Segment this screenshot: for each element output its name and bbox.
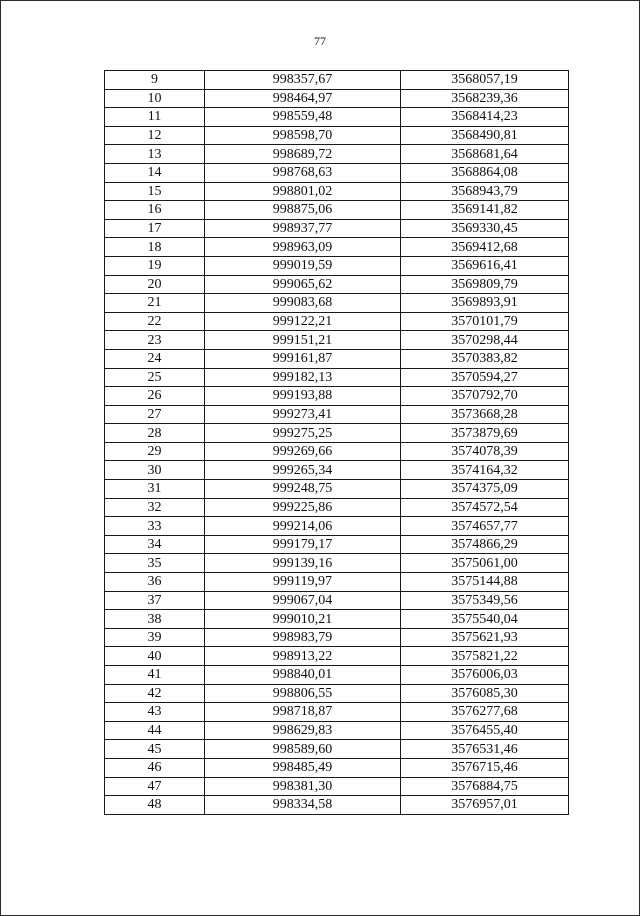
y-coordinate-cell: 3569809,79 xyxy=(401,275,569,294)
point-number-cell: 43 xyxy=(105,703,205,722)
x-coordinate-cell: 999193,88 xyxy=(205,387,401,406)
point-number-cell: 10 xyxy=(105,89,205,108)
y-coordinate-cell: 3576957,01 xyxy=(401,796,569,815)
x-coordinate-cell: 998801,02 xyxy=(205,182,401,201)
point-number-cell: 44 xyxy=(105,721,205,740)
y-coordinate-cell: 3575821,22 xyxy=(401,647,569,666)
x-coordinate-cell: 999161,87 xyxy=(205,349,401,368)
x-coordinate-cell: 999067,04 xyxy=(205,591,401,610)
x-coordinate-cell: 999139,16 xyxy=(205,554,401,573)
point-number-cell: 41 xyxy=(105,666,205,685)
table-row xyxy=(105,777,569,796)
point-number-cell: 27 xyxy=(105,405,205,424)
x-coordinate-cell: 998913,22 xyxy=(205,647,401,666)
table-row xyxy=(105,145,569,164)
table-row xyxy=(105,219,569,238)
point-number-cell: 33 xyxy=(105,517,205,536)
point-number-cell: 37 xyxy=(105,591,205,610)
point-number-cell: 21 xyxy=(105,294,205,313)
table-row xyxy=(105,331,569,350)
table-row xyxy=(105,387,569,406)
x-coordinate-cell: 998840,01 xyxy=(205,666,401,685)
y-coordinate-cell: 3575621,93 xyxy=(401,628,569,647)
y-coordinate-cell: 3573668,28 xyxy=(401,405,569,424)
point-number-cell: 47 xyxy=(105,777,205,796)
table-row xyxy=(105,573,569,592)
y-coordinate-cell: 3568490,81 xyxy=(401,126,569,145)
x-coordinate-cell: 999019,59 xyxy=(205,256,401,275)
y-coordinate-cell: 3568057,19 xyxy=(401,71,569,90)
point-number-cell: 14 xyxy=(105,163,205,182)
point-number-cell: 46 xyxy=(105,758,205,777)
table-row xyxy=(105,610,569,629)
y-coordinate-cell: 3570101,79 xyxy=(401,312,569,331)
table-row xyxy=(105,349,569,368)
table-row xyxy=(105,740,569,759)
y-coordinate-cell: 3574866,29 xyxy=(401,535,569,554)
x-coordinate-cell: 998963,09 xyxy=(205,238,401,257)
x-coordinate-cell: 999010,21 xyxy=(205,610,401,629)
point-number-cell: 39 xyxy=(105,628,205,647)
y-coordinate-cell: 3568864,08 xyxy=(401,163,569,182)
point-number-cell: 11 xyxy=(105,108,205,127)
y-coordinate-cell: 3576531,46 xyxy=(401,740,569,759)
point-number-cell: 15 xyxy=(105,182,205,201)
y-coordinate-cell: 3576277,68 xyxy=(401,703,569,722)
point-number-cell: 20 xyxy=(105,275,205,294)
y-coordinate-cell: 3575061,00 xyxy=(401,554,569,573)
y-coordinate-cell: 3570298,44 xyxy=(401,331,569,350)
y-coordinate-cell: 3569412,68 xyxy=(401,238,569,257)
table-row xyxy=(105,256,569,275)
table-row xyxy=(105,703,569,722)
point-number-cell: 36 xyxy=(105,573,205,592)
x-coordinate-cell: 998768,63 xyxy=(205,163,401,182)
x-coordinate-cell: 998589,60 xyxy=(205,740,401,759)
y-coordinate-cell: 3576884,75 xyxy=(401,777,569,796)
point-number-cell: 31 xyxy=(105,480,205,499)
table-row xyxy=(105,461,569,480)
x-coordinate-cell: 998806,55 xyxy=(205,684,401,703)
y-coordinate-cell: 3575540,04 xyxy=(401,610,569,629)
x-coordinate-cell: 999269,66 xyxy=(205,442,401,461)
x-coordinate-cell: 998357,67 xyxy=(205,71,401,90)
y-coordinate-cell: 3568414,23 xyxy=(401,108,569,127)
x-coordinate-cell: 998334,58 xyxy=(205,796,401,815)
y-coordinate-cell: 3569330,45 xyxy=(401,219,569,238)
point-number-cell: 32 xyxy=(105,498,205,517)
table-row xyxy=(105,163,569,182)
table-row xyxy=(105,758,569,777)
x-coordinate-cell: 999275,25 xyxy=(205,424,401,443)
y-coordinate-cell: 3574078,39 xyxy=(401,442,569,461)
point-number-cell: 26 xyxy=(105,387,205,406)
x-coordinate-cell: 999151,21 xyxy=(205,331,401,350)
point-number-cell: 25 xyxy=(105,368,205,387)
y-coordinate-cell: 3570383,82 xyxy=(401,349,569,368)
point-number-cell: 30 xyxy=(105,461,205,480)
table-row xyxy=(105,424,569,443)
coordinates-table-body xyxy=(105,71,569,815)
table-row xyxy=(105,294,569,313)
x-coordinate-cell: 999273,41 xyxy=(205,405,401,424)
point-number-cell: 17 xyxy=(105,219,205,238)
point-number-cell: 16 xyxy=(105,201,205,220)
point-number-cell: 28 xyxy=(105,424,205,443)
table-row xyxy=(105,796,569,815)
x-coordinate-cell: 999083,68 xyxy=(205,294,401,313)
y-coordinate-cell: 3568943,79 xyxy=(401,182,569,201)
y-coordinate-cell: 3574375,09 xyxy=(401,480,569,499)
x-coordinate-cell: 999214,06 xyxy=(205,517,401,536)
point-number-cell: 48 xyxy=(105,796,205,815)
table-row xyxy=(105,554,569,573)
point-number-cell: 29 xyxy=(105,442,205,461)
x-coordinate-cell: 999248,75 xyxy=(205,480,401,499)
table-row xyxy=(105,721,569,740)
point-number-cell: 24 xyxy=(105,349,205,368)
y-coordinate-cell: 3573879,69 xyxy=(401,424,569,443)
y-coordinate-cell: 3568681,64 xyxy=(401,145,569,164)
y-coordinate-cell: 3576455,40 xyxy=(401,721,569,740)
point-number-cell: 45 xyxy=(105,740,205,759)
point-number-cell: 19 xyxy=(105,256,205,275)
x-coordinate-cell: 999065,62 xyxy=(205,275,401,294)
x-coordinate-cell: 999225,86 xyxy=(205,498,401,517)
table-row xyxy=(105,517,569,536)
x-coordinate-cell: 998983,79 xyxy=(205,628,401,647)
y-coordinate-cell: 3575144,88 xyxy=(401,573,569,592)
x-coordinate-cell: 998559,48 xyxy=(205,108,401,127)
table-row xyxy=(105,480,569,499)
table-row xyxy=(105,182,569,201)
point-number-cell: 42 xyxy=(105,684,205,703)
point-number-cell: 9 xyxy=(105,71,205,90)
point-number-cell: 22 xyxy=(105,312,205,331)
table-row xyxy=(105,275,569,294)
x-coordinate-cell: 998381,30 xyxy=(205,777,401,796)
coordinates-table xyxy=(104,70,569,815)
table-row xyxy=(105,312,569,331)
table-row xyxy=(105,535,569,554)
point-number-cell: 12 xyxy=(105,126,205,145)
point-number-cell: 13 xyxy=(105,145,205,164)
table-row xyxy=(105,89,569,108)
point-number-cell: 38 xyxy=(105,610,205,629)
x-coordinate-cell: 998464,97 xyxy=(205,89,401,108)
x-coordinate-cell: 999122,21 xyxy=(205,312,401,331)
point-number-cell: 18 xyxy=(105,238,205,257)
y-coordinate-cell: 3576006,03 xyxy=(401,666,569,685)
y-coordinate-cell: 3574572,54 xyxy=(401,498,569,517)
x-coordinate-cell: 998718,87 xyxy=(205,703,401,722)
x-coordinate-cell: 999179,17 xyxy=(205,535,401,554)
table-row xyxy=(105,368,569,387)
table-row xyxy=(105,201,569,220)
x-coordinate-cell: 999119,97 xyxy=(205,573,401,592)
table-row xyxy=(105,591,569,610)
table-row xyxy=(105,238,569,257)
y-coordinate-cell: 3576715,46 xyxy=(401,758,569,777)
y-coordinate-cell: 3569616,41 xyxy=(401,256,569,275)
y-coordinate-cell: 3569893,91 xyxy=(401,294,569,313)
y-coordinate-cell: 3568239,36 xyxy=(401,89,569,108)
x-coordinate-cell: 998629,83 xyxy=(205,721,401,740)
x-coordinate-cell: 998485,49 xyxy=(205,758,401,777)
point-number-cell: 23 xyxy=(105,331,205,350)
x-coordinate-cell: 999182,13 xyxy=(205,368,401,387)
table-row xyxy=(105,71,569,90)
table-row xyxy=(105,498,569,517)
table-row xyxy=(105,684,569,703)
table-row xyxy=(105,126,569,145)
y-coordinate-cell: 3576085,30 xyxy=(401,684,569,703)
table-row xyxy=(105,647,569,666)
y-coordinate-cell: 3575349,56 xyxy=(401,591,569,610)
table-row xyxy=(105,666,569,685)
y-coordinate-cell: 3569141,82 xyxy=(401,201,569,220)
y-coordinate-cell: 3574164,32 xyxy=(401,461,569,480)
table-row xyxy=(105,405,569,424)
x-coordinate-cell: 998875,06 xyxy=(205,201,401,220)
x-coordinate-cell: 998689,72 xyxy=(205,145,401,164)
y-coordinate-cell: 3570792,70 xyxy=(401,387,569,406)
y-coordinate-cell: 3570594,27 xyxy=(401,368,569,387)
table-row xyxy=(105,108,569,127)
point-number-cell: 40 xyxy=(105,647,205,666)
y-coordinate-cell: 3574657,77 xyxy=(401,517,569,536)
x-coordinate-cell: 999265,34 xyxy=(205,461,401,480)
x-coordinate-cell: 998937,77 xyxy=(205,219,401,238)
point-number-cell: 34 xyxy=(105,535,205,554)
x-coordinate-cell: 998598,70 xyxy=(205,126,401,145)
table-row xyxy=(105,442,569,461)
table-row xyxy=(105,628,569,647)
page-number: 77 xyxy=(314,34,326,48)
point-number-cell: 35 xyxy=(105,554,205,573)
